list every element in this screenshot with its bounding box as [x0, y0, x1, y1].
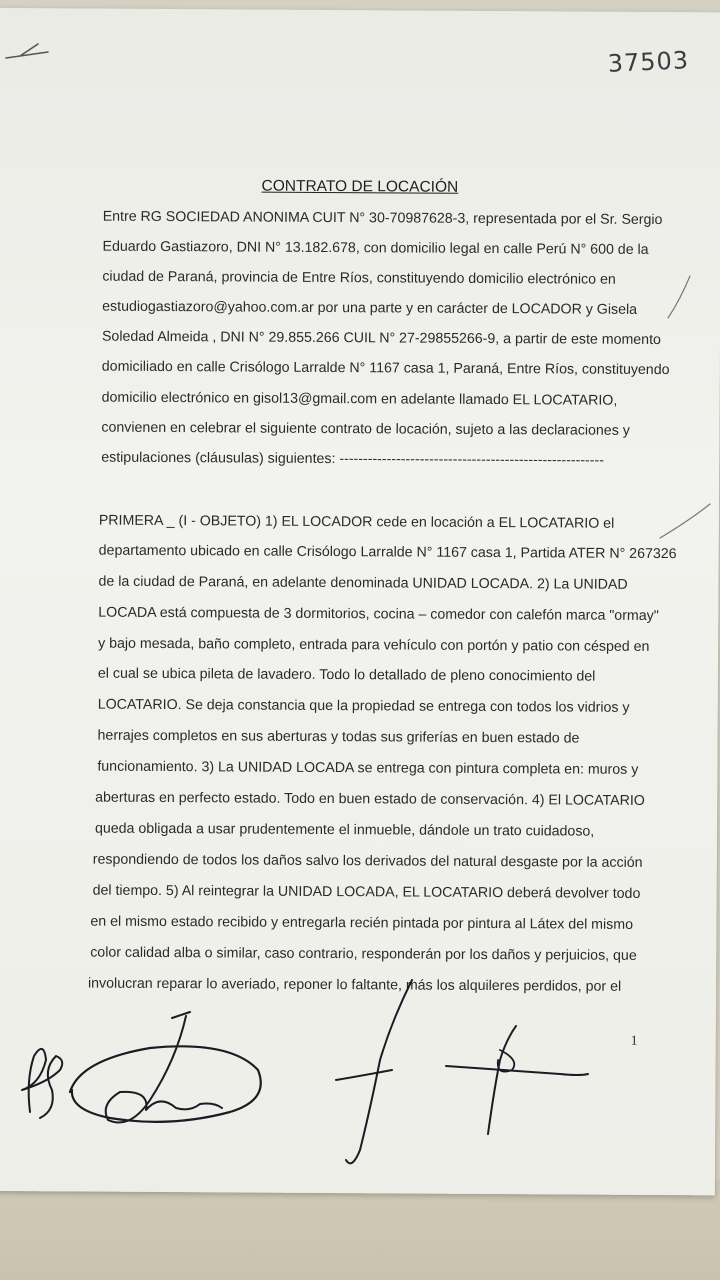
clause-line: respondiendo de todos los daños salvo los derivados del natural desgaste por la acción [92, 851, 643, 871]
document-page [0, 8, 720, 1195]
clause-line: LOCADA está compuesta de 3 dormitorios, cocina – comedor con calefón marca "ormay" [98, 604, 659, 625]
page-number: 1 [630, 1033, 638, 1049]
clause-line: queda obligada a usar prudentemente el inmueble, dándole un trato cuidadoso, [94, 820, 595, 840]
intro-line: Eduardo Gastiazoro, DNI N° 13.182.678, con domicilio legal en calle Perú N° 600 de la [102, 238, 649, 258]
clause-line: funcionamiento. 3) La UNIDAD LOCADA se entrega con pintura completa en: muros y [97, 758, 639, 778]
intro-line: Soledad Almeida , DNI N° 29.855.266 CUIL N° 27-29855266-9, a partir de este momento [101, 328, 661, 349]
intro-line: Entre RG SOCIEDAD ANONIMA CUIT N° 30-70987628-3, representada por el Sr. Sergio [102, 208, 663, 229]
clause-line: color calidad alba o similar, caso contrario, responderán por los daños y perjuicios, que [90, 944, 637, 964]
desk-background [0, 1180, 720, 1280]
clause-line: involucran reparar lo averiado, reponer lo faltante, más los alquileres perdidos, por el [87, 975, 622, 995]
intro-line: ciudad de Paraná, provincia de Entre Ríos, constituyendo domicilio electrónico en [102, 268, 616, 288]
handwritten-file-number: 37503 [607, 46, 690, 78]
clause-line: herrajes completos en sus aberturas y todas sus griferías en buen estado de [97, 727, 580, 747]
clause-line: aberturas en perfecto estado. Todo en buen estado de conservación. 4) El LOCATARIO [95, 789, 645, 809]
clause-line: LOCATARIO. Se deja constancia que la propiedad se entrega con todos los vidrios y [97, 696, 630, 716]
intro-line: convienen en celebrar el siguiente contrato de locación, sujeto a las declaraciones y [101, 419, 630, 439]
clause-line: del tiempo. 5) Al reintegrar la UNIDAD LOCADA, EL LOCATARIO deberá devolver todo [92, 882, 641, 902]
intro-line: estudiogastiazoro@yahoo.com.ar por una parte y en carácter de LOCADOR y Gisela [102, 298, 638, 318]
clause-line: departamento ubicado en calle Crisólogo Larralde N° 1167 casa 1, Partida ATER N° 267326 [98, 542, 677, 563]
clause-line: PRIMERA _ (I - OBJETO) 1) EL LOCADOR cede en locación a EL LOCATARIO el [98, 512, 615, 532]
intro-line: domiciliado en calle Crisólogo Larralde N° 1167 casa 1, Paraná, Entre Ríos, constituyendo [101, 358, 670, 379]
clause-line: de la ciudad de Paraná, en adelante denominada UNIDAD LOCADA. 2) La UNIDAD [98, 573, 628, 593]
clause-line: en el mismo estado recibido y entregarla recién pintada por pintura al Látex del mismo [90, 913, 634, 933]
intro-line: domicilio electrónico en gisol13@gmail.com en adelante llamado EL LOCATARIO, [101, 389, 618, 409]
intro-line: estipulaciones (cláusulas) siguientes: -------------------------------------------------------- [101, 449, 605, 469]
document-title: CONTRATO DE LOCACIÓN [261, 177, 459, 196]
clause-line: y bajo mesada, baño completo, entrada para vehículo con portón y patio con césped en [98, 635, 650, 655]
clause-line: el cual se ubica pileta de lavadero. Todo lo detallado de pleno conocimiento del [97, 665, 596, 685]
